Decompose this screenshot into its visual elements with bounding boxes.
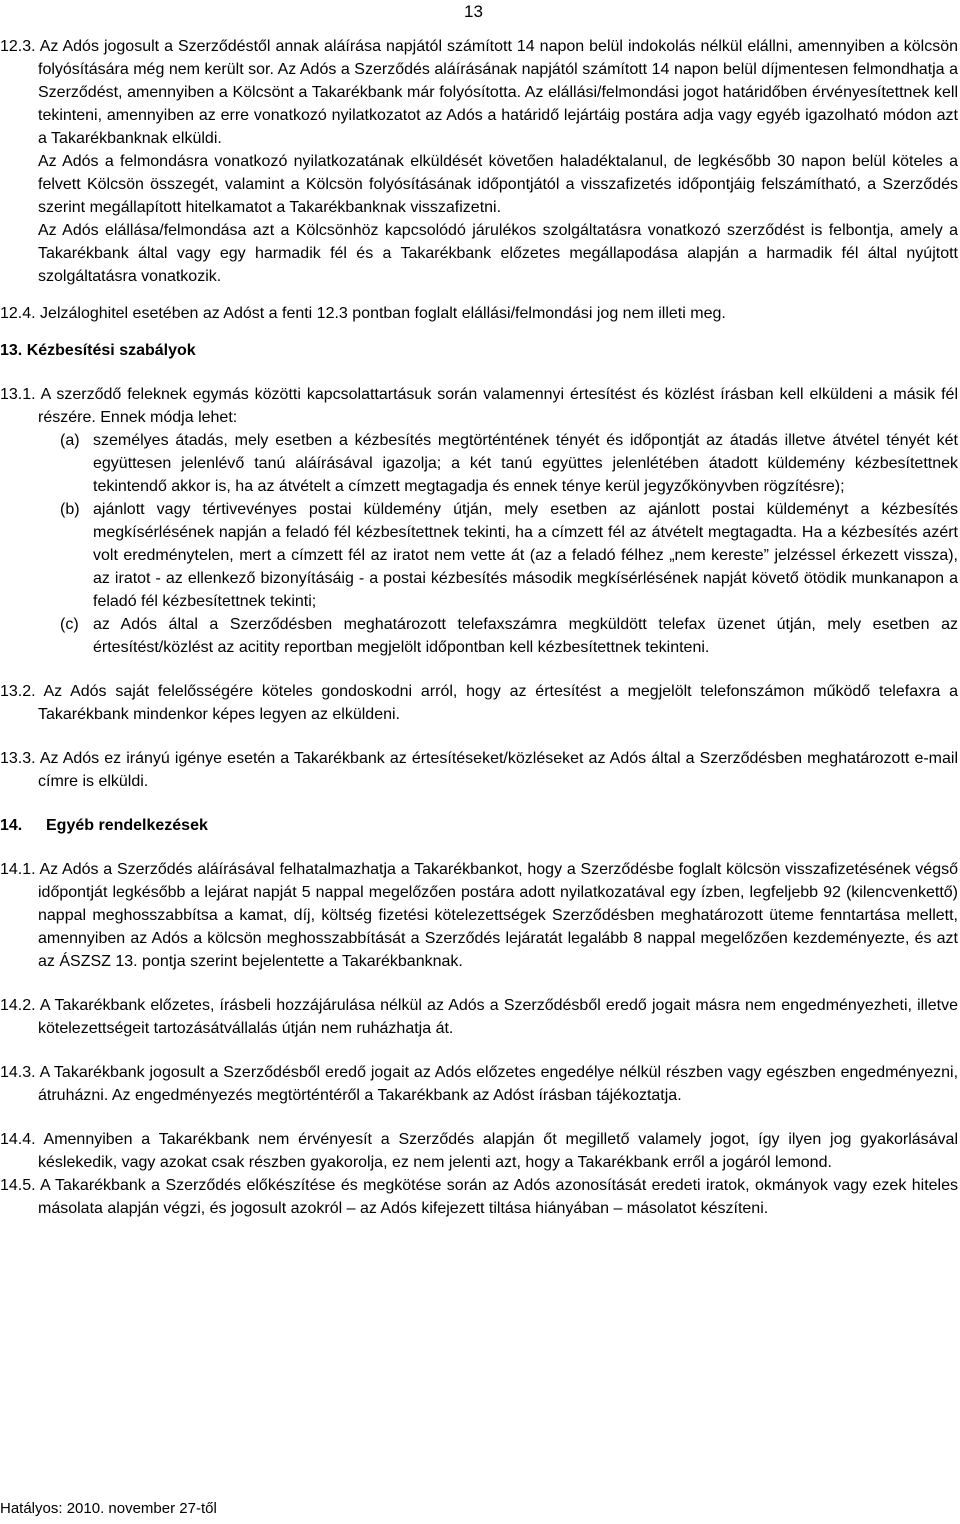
section-13-heading bbox=[0, 339, 958, 362]
section-12-4 bbox=[0, 302, 958, 325]
clause-text: A szerződő feleknek egymás közötti kapcsolattartásuk során valamennyi értesítést és közlést írásban kell elküldeni a másik fél részére. Ennek módja lehet: bbox=[38, 386, 959, 426]
list-item-b bbox=[0, 498, 958, 613]
paragraph-14-5 bbox=[0, 1174, 958, 1220]
paragraph-12-3 bbox=[0, 35, 958, 150]
clause-text: Jelzáloghitel esetében az Adóst a fenti 12.3 pontban foglalt elállási/felmondási jog nem illeti meg. bbox=[40, 305, 726, 322]
clause-number: 14.5. bbox=[0, 1177, 36, 1194]
clause-number: 12.4. bbox=[0, 305, 36, 322]
paragraph-12-3-repayment: Az Adós a felmondásra vonatkozó nyilatkozatának elküldését követően haladéktalanul, de legkésőbb 30 napon belül köteles a felvett Kölcsön összegét, valamint a Kölcsön folyósításának időpontjától a visszafizetés időpontjáig felszámítható, a Szerződés szerint megállapított hitelkamatot a Takarékbanknak visszafizetni. bbox=[38, 153, 958, 216]
section-14-4 bbox=[0, 1128, 958, 1174]
document-body bbox=[0, 35, 958, 1220]
list-text: személyes átadás, mely esetben a kézbesítés megtörténtének tényét és időpontját az átadás illetve átvétel tényét két együttesen jelenlévő tanú aláírásával igazolja; a két tanú együttes jelenlétében átadott küldemény kézbesítettnek tekintendő akkor is, ha az átvételt a címzett megtagadja és ennek ténye kerül jegyzőkönyvben rögzítésre); bbox=[93, 432, 958, 495]
list-label: (c) bbox=[60, 616, 79, 633]
heading-title: Kézbesítési szabályok bbox=[26, 342, 196, 359]
list-text: az Adós által a Szerződésben meghatározott telefaxszámra megküldött telefax üzenet útján, mely esetben az értesítést/közlést az acitity reportban megjelölt időpontban kell kézbesítettnek tekinteni. bbox=[93, 616, 958, 656]
section-14-heading bbox=[0, 814, 958, 837]
list-label: (b) bbox=[60, 501, 80, 518]
paragraph-14-2 bbox=[0, 994, 958, 1040]
clause-text: Az Adós a Szerződés aláírásával felhatalmazhatja a Takarékbankot, hogy a Szerződésbe foglalt kölcsön visszafizetésének végső időpontját legkésőbb a lejárat napját 5 nappal megelőzően postára adott nyilatkozatával egy ízben, legfeljebb 92 (kilencvenkettő) nappal meghosszabbítsa a kamat, díj, költség fizetési kötelezettségek Szerződésben meghatározott üteme fenntartása mellett, amennyiben az Adós a kölcsön meghosszabbítását a Szerződés lejáratát legalább 8 nappal megelőzően kezdeményezte, és azt az ÁSZSZ 13. pontja szerint bejelentette a Takarékbanknak. bbox=[38, 861, 958, 970]
paragraph-14-4 bbox=[0, 1128, 958, 1174]
clause-text: A Takarékbank a Szerződés előkészítése és megkötése során az Adós azonosítását eredeti iratok, okmányok vagy ezek hiteles másolata alapján végzi, és jogosult azokról – az Adós kifejezett tiltása hiányában – másolatot készíteni. bbox=[38, 1177, 958, 1217]
clause-text: Amennyiben a Takarékbank nem érvényesít a Szerződés alapján őt megillető valamely jogot, így ilyen jog gyakorlásával késlekedik, vagy azokat csak részben gyakorolja, ez nem jelenti azt, hogy a Takarékbank erről a jogáról lemond. bbox=[38, 1131, 959, 1171]
section-13-1 bbox=[0, 383, 958, 659]
list-text: ajánlott vagy tértivevényes postai küldemény útján, mely esetben az ajánlott postai küldeményt a kézbesítés megkísérlésének napján a feladó fél kézbesítettnek tekinti, ha a címzett fél az átvételt megtagadta. Ha a kézbesítés azért volt eredménytelen, mert a címzett fél az iratot nem vette át (az a feladó félhez „nem kereste” jelzéssel érkezett vissza), az iratot - az ellenkező bizonyításáig - a postai kézbesítés második megkísérlésének napját követő ötödik munkanapon a feladó fél kézbesítettnek tekinti; bbox=[93, 501, 958, 610]
paragraph-13-3 bbox=[0, 747, 958, 793]
clause-number: 14.1. bbox=[0, 861, 36, 878]
list-label: (a) bbox=[60, 432, 80, 449]
paragraph-14-3 bbox=[0, 1061, 958, 1107]
paragraph-12-3-ancillary: Az Adós elállása/felmondása azt a Kölcsönhöz kapcsolódó járulékos szolgáltatásra vonatkozó szerződést is felbontja, amely a Takarékbank által vagy egy harmadik fél és a Takarékbank előzetes megállapodása alapján a harmadik fél által nyújtott szolgáltatásra vonatkozik. bbox=[38, 222, 958, 285]
clause-number: 14.2. bbox=[0, 997, 36, 1014]
clause-number: 14.4. bbox=[0, 1131, 36, 1148]
heading-number: 13. bbox=[0, 342, 23, 359]
section-14-1 bbox=[0, 858, 958, 973]
clause-text: A Takarékbank jogosult a Szerződésből eredő jogait az Adós előzetes engedélye nélkül részben vagy egészben engedményezni, átruházni. Az engedményezés megtörténtéről a Takarékbank az Adóst írásban tájékoztatja. bbox=[38, 1064, 959, 1104]
clause-number: 12.3. bbox=[0, 38, 36, 55]
paragraph-12-4 bbox=[0, 302, 958, 325]
section-13-3 bbox=[0, 747, 958, 793]
clause-text: Az Adós saját felelősségére köteles gondoskodni arról, hogy az értesítést a megjelölt telefonszámon működő telefaxra a Takarékbank mindenkor képes legyen az elküldeni. bbox=[38, 683, 959, 723]
section-14-2 bbox=[0, 994, 958, 1040]
heading-number: 14. bbox=[0, 817, 23, 834]
paragraph-14-1 bbox=[0, 858, 958, 973]
clause-number: 13.3. bbox=[0, 750, 36, 767]
clause-number: 14.3. bbox=[0, 1064, 36, 1081]
clause-text: A Takarékbank előzetes, írásbeli hozzájárulása nélkül az Adós a Szerződésből eredő jogait másra nem engedményezheti, illetve kötelezettségeit tartozásátvállalás útján nem ruházhatja át. bbox=[38, 997, 959, 1037]
clause-text: Az Adós ez irányú igénye esetén a Takarékbank az értesítéseket/közléseket az Adós által a Szerződésben meghatározott e-mail címre is elküldi. bbox=[38, 750, 959, 790]
paragraph-13-2 bbox=[0, 680, 958, 726]
clause-number: 13.2. bbox=[0, 683, 36, 700]
clause-text: Az Adós jogosult a Szerződéstől annak aláírása napjától számított 14 napon belül indokolás nélkül elállni, amennyiben a kölcsön folyósítására még nem került sor. Az Adós a Szerződés aláírásának napjától számított 14 napon belül díjmentesen felmondhatja a Szerződést, amennyiben a Kölcsönt a Takarékbank már folyósította. Az elállási/felmondási jogot határidőben érvényesítettnek kell tekinteni, amennyiben az erre vonatkozó nyilatkozatot az Adós a határidő lejártáig postára adja vagy egyéb igazolható módon azt a Takarékbanknak elküldi. bbox=[38, 38, 959, 147]
section-14-5 bbox=[0, 1174, 958, 1220]
footer-effective-date: Hatályos: 2010. november 27-től bbox=[0, 1500, 217, 1517]
list-item-c bbox=[0, 613, 958, 659]
page-number: 13 bbox=[464, 2, 483, 21]
section-13-2 bbox=[0, 680, 958, 726]
section-14-3 bbox=[0, 1061, 958, 1107]
section-12-3 bbox=[0, 35, 958, 288]
paragraph-13-1 bbox=[0, 383, 958, 429]
clause-number: 13.1. bbox=[0, 386, 36, 403]
heading-title: Egyéb rendelkezések bbox=[46, 817, 208, 834]
list-item-a bbox=[0, 429, 958, 498]
